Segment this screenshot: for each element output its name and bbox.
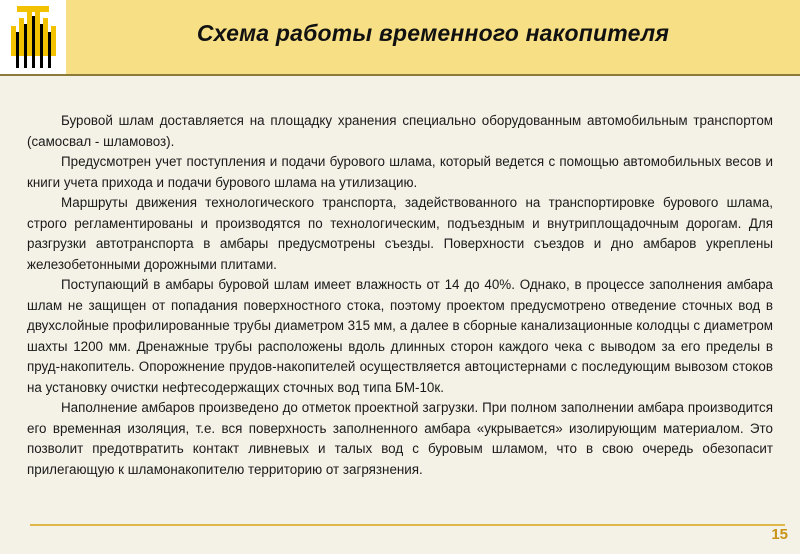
header-divider <box>0 74 800 76</box>
paragraph: Маршруты движения технологического транспорта, задействованного на транспортировке бурового шлама, строго регламентированы и производятся по технологическим, подъездным и внутриплощадочным дорогам. Для разгрузки автотранспорта в амбары предусмотрены съезды. Поверхности съездов и дно амбаров укреплены железобетонными дорожными плитами. <box>27 195 773 272</box>
body-text <box>27 111 773 480</box>
logo-icon <box>9 6 57 68</box>
footer-divider <box>30 524 785 526</box>
paragraph: Буровой шлам доставляется на площадку хранения специально оборудованным автомобильным транспортом (самосвал - шламовоз). <box>27 113 773 149</box>
paragraph: Наполнение амбаров произведено до отметок проектной загрузки. При полном заполнении амбара производится его временная изоляция, т.е. вся поверхность заполненного амбара «укрывается» изолирующим материалом. Это позволит предотвратить контакт ливневых и талых вод с буровым шламом, что в свою очередь обезопасит прилегающую к шламонакопителю территорию от загрязнения. <box>27 400 773 477</box>
page-title: Схема работы временного накопителя <box>196 20 670 46</box>
company-logo <box>0 0 66 74</box>
paragraph: Поступающий в амбары буровой шлам имеет влажность от 14 до 40%. Однако, в процессе заполнения амбара шлам не защищен от попадания поверхностного стока, поэтому проектом предусмотрено отведение сточных вод в двухслойные профилированные трубы диаметром 315 мм, а далее в сборные канализационные колодцы с диаметром шахты 1200 мм. Дренажные трубы расположены вдоль длинных сторон каждого чека с выводом за его пределы в пруд-накопитель. Опорожнение прудов-накопителей осуществляется автоцистернами с последующим вывозом стоков на установку очистки нефтесодержащих сточных вод типа БМ-10к. <box>27 277 773 395</box>
paragraph: Предусмотрен учет поступления и подачи бурового шлама, который ведется с помощью автомобильных весов и книги учета прихода и подачи бурового шлама на утилизацию. <box>27 154 773 190</box>
header-band <box>0 0 800 74</box>
page-number: 15 <box>771 526 788 543</box>
